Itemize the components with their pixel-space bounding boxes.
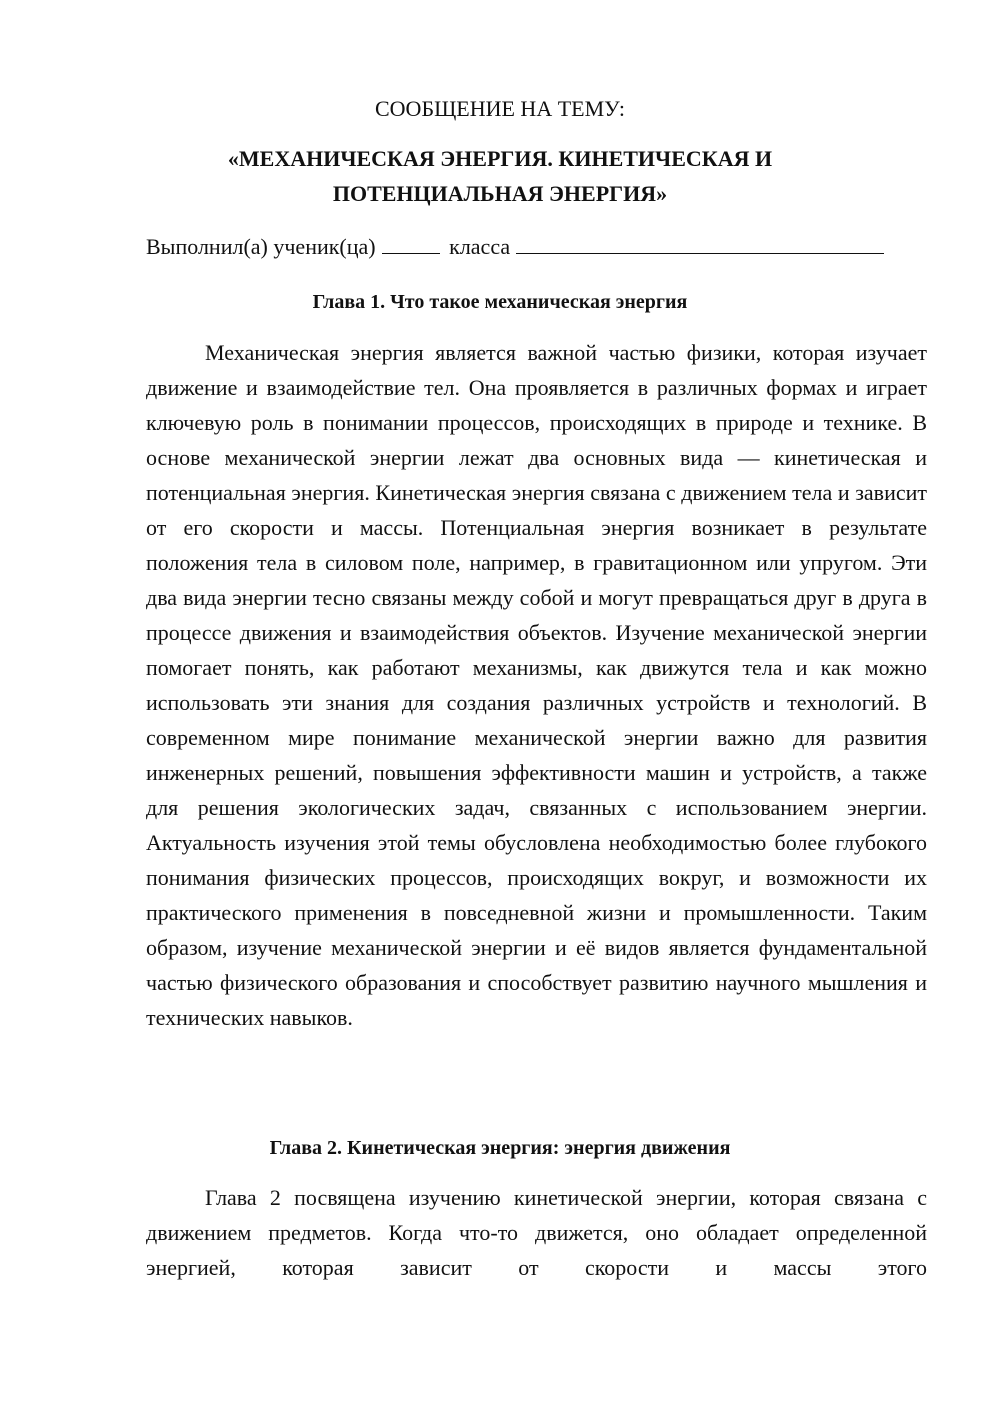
author-line [146,233,926,260]
performed-by-label: Выполнил(а) ученик(ца) [146,234,376,259]
grade-blank-field [382,233,440,254]
chapter-1-paragraph: Механическая энергия является важной частью физики, которая изучает движение и взаимодействие тел. Она проявляется в различных формах и играет ключевую роль в понимании процессов, происходящих в природе и технике. В основе механической энергии лежат два основных вида — кинетическая и потенциальная энергия. Кинетическая энергия связана с движением тела и зависит от его скорости и массы. Потенциальная энергия возникает в результате положения тела в силовом поле, например, в гравитационном или упругом. Эти два вида энергии тесно связаны между собой и могут превращаться друг в друга в процессе движения и взаимодействия объектов. Изучение механической энергии помогает понять, как работают механизмы, как движутся тела и как можно использовать эти знания для создания различных устройств и технологий. В современном мире понимание механической энергии важно для развития инженерных решений, повышения эффективности машин и устройств, а также для решения экологических задач, связанных с использованием энергии. Актуальность изучения этой темы обусловлена необходимостью более глубокого понимания физических процессов, происходящих вокруг, и возможности их практического применения в повседневной жизни и промышленности. Таким образом, изучение механической энергии и её видов является фундаментальной частью физического образования и способствует развитию научного мышления и технических навыков. [146,340,927,1030]
report-title-line-1: «МЕХАНИЧЕСКАЯ ЭНЕРГИЯ. КИНЕТИЧЕСКАЯ И [227,146,773,171]
student-name-blank-field [516,233,884,254]
subject-line: СООБЩЕНИЕ НА ТЕМУ: [375,96,625,121]
chapter-2-paragraph: Глава 2 посвящена изучению кинетической энергии, которая связана с движением предметов. Когда что-то движется, оно обладает определенной энергией, которая зависит от скорости и массы этого [146,1185,927,1280]
chapter-1-heading: Глава 1. Что такое механическая энергия [312,291,688,313]
report-title-line-2: ПОТЕНЦИАЛЬНАЯ ЭНЕРГИЯ» [332,181,668,206]
chapter-2-heading: Глава 2. Кинетическая энергия: энергия движения [269,1137,731,1159]
class-label: класса [449,234,511,259]
